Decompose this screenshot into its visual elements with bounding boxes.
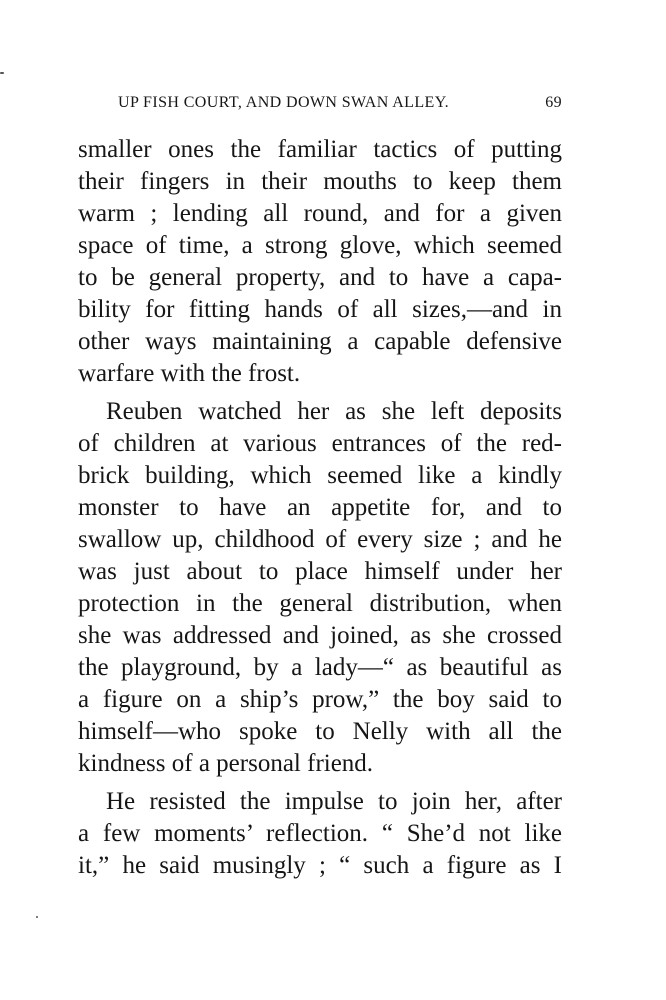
text-line: swallow up, childhood of every size ; and he — [78, 526, 562, 553]
text-line: it,” he said musingly ; “ such a figure as I — [78, 852, 562, 879]
text-line: she was addressed and joined, as she crossed — [78, 622, 562, 649]
text-line: warm ; lending all round, and for a given — [78, 200, 562, 227]
text-line: was just about to place himself under her — [78, 558, 562, 585]
text-line: protection in the general distribution, when — [78, 590, 562, 617]
text-line: Reuben watched her as she left deposits — [106, 398, 562, 425]
running-head: UP FISH COURT, AND DOWN SWAN ALLEY. — [118, 94, 449, 111]
text-line: a figure on a ship’s prow,” the boy said to — [78, 686, 562, 713]
text-line: other ways maintaining a capable defensive — [78, 328, 562, 355]
paragraph — [78, 396, 562, 780]
paragraph — [78, 134, 562, 390]
text-line: brick building, which seemed like a kindly — [78, 462, 562, 489]
text-line: to be general property, and to have a capa- — [78, 264, 562, 291]
text-line: space of time, a strong glove, which seemed — [78, 232, 562, 259]
text-line: bility for fitting hands of all sizes,—and in — [78, 296, 562, 323]
page-header — [118, 94, 562, 118]
text-line: himself—who spoke to Nelly with all the — [78, 718, 562, 745]
text-line: smaller ones the familiar tactics of putting — [78, 136, 562, 163]
scan-mark-bottom — [36, 916, 38, 918]
text-line: monster to have an appetite for, and to — [78, 494, 562, 521]
text-line: kindness of a personal friend. — [78, 750, 374, 777]
text-line: a few moments’ reflection. “ She’d not like — [78, 820, 562, 847]
text-line: the playground, by a lady—“ as beautiful as — [78, 654, 562, 681]
text-line: of children at various entrances of the red- — [78, 430, 562, 457]
text-line: their fingers in their mouths to keep them — [78, 168, 562, 195]
paragraph — [78, 786, 562, 882]
page-number: 69 — [545, 94, 562, 111]
text-line: He resisted the impulse to join her, after — [106, 788, 562, 815]
body-text — [78, 134, 562, 882]
scan-mark-top — [0, 72, 4, 74]
text-line: warfare with the frost. — [78, 360, 301, 387]
